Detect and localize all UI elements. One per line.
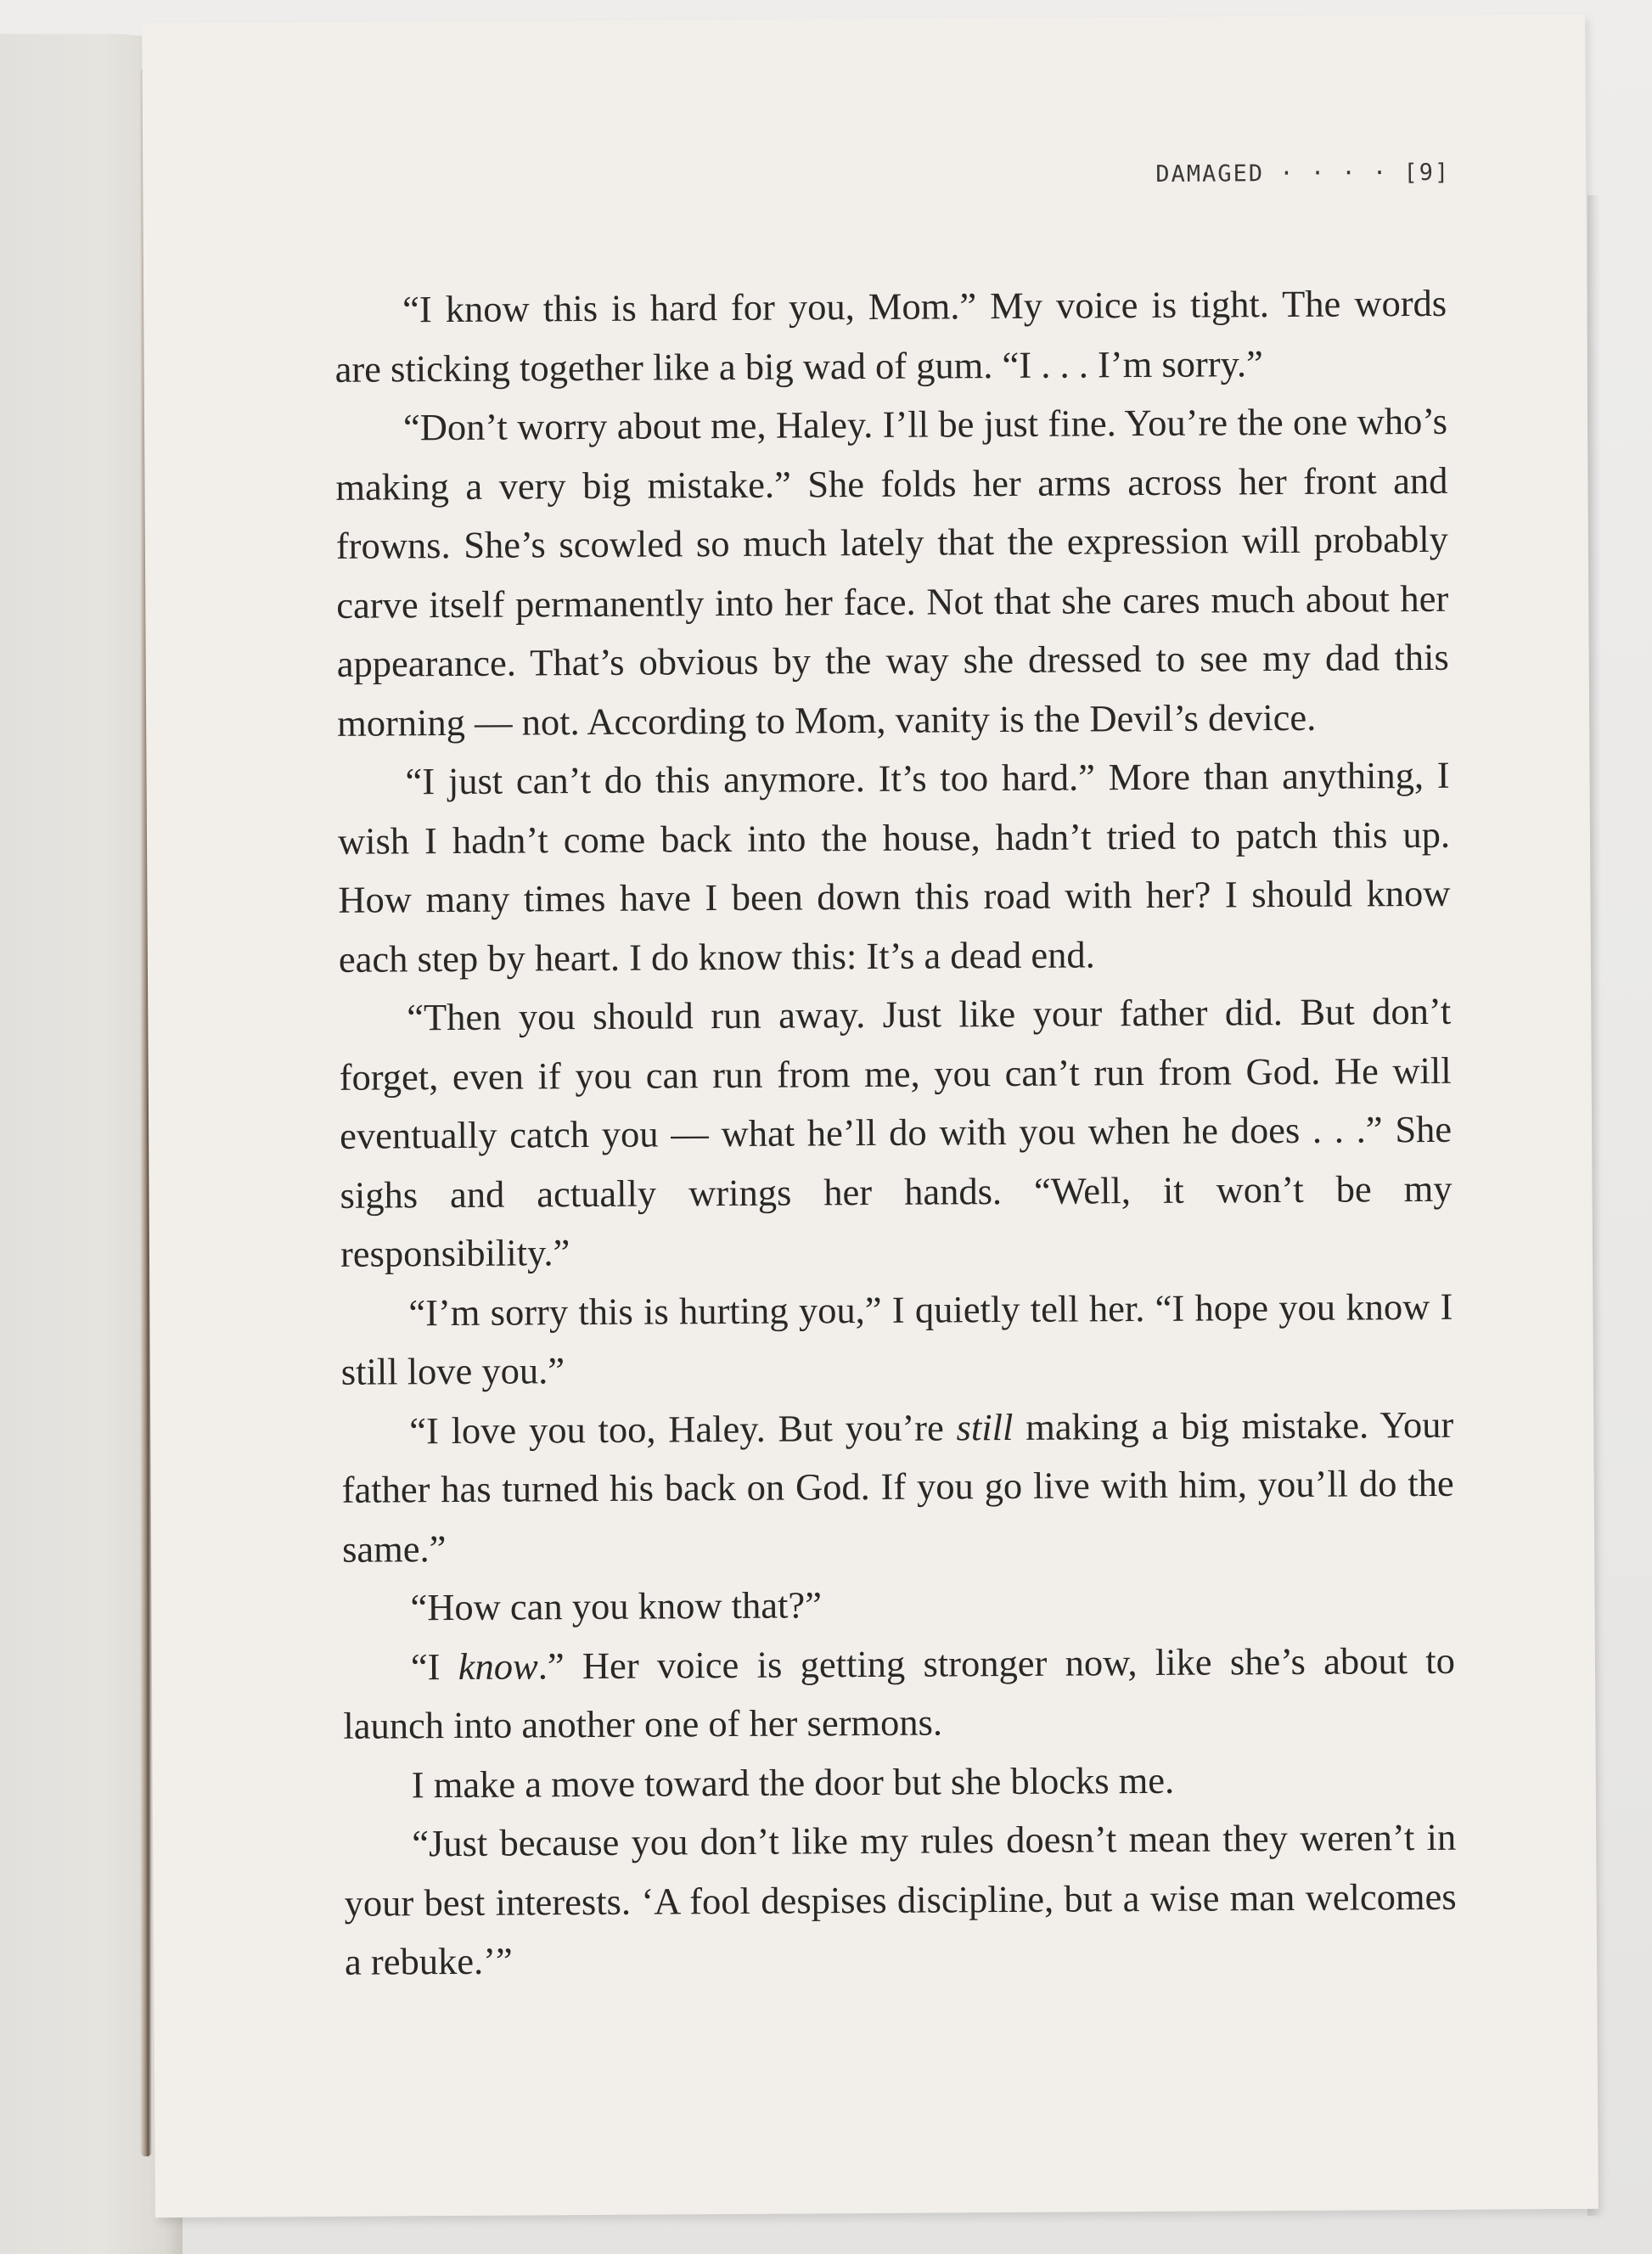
paragraph <box>341 1395 1454 1578</box>
paragraph <box>342 1572 1454 1639</box>
paragraph-text: making a big mistake. Your father has turned his back on God. If you go live with him, you’ll do the same.” <box>341 1402 1454 1571</box>
paragraph-text: “Don’t worry about me, Haley. I’ll be just fine. You’re the one who’s making a very big mistake.” She folds her arms across her front and frowns. She’s scowled so much lately that the expression will probably carve itself permanently into her face. Not that she cares much about her appearance. That’s obvious by the way she dressed to see my dad this morning — not. According to Mom, vanity is the Devil’s device. <box>335 399 1449 745</box>
paragraph-text: “Then you should run away. Just like your father did. But don’t forget, even if you can run from me, you can’t run from God. He will eventually catch you — what he’ll do with you when he does . . .” She sighs and actually wrings her hands. “Well, it won’t be my responsibility.” <box>339 989 1453 1275</box>
paragraph <box>335 392 1450 753</box>
paragraph <box>343 1631 1456 1756</box>
running-head <box>1155 160 1450 188</box>
italic-text: know <box>458 1644 538 1688</box>
book-page <box>142 14 1599 2217</box>
paragraph <box>340 1277 1453 1402</box>
paragraph-text: “I’m sorry this is hurting you,” I quietly tell her. “I hope you know I still love you.” <box>340 1284 1453 1393</box>
paragraph-text: “I <box>410 1644 458 1688</box>
paragraph-text: “I just can’t do this anymore. It’s too hard.” More than anything, I wish I hadn’t come back into the house, hadn’t tried to patch this up. How many times have I been down this road with her? I should know each step by heart. I do know this: It’s a dead end. <box>337 753 1451 981</box>
running-head-leader: · · · · <box>1279 160 1389 188</box>
paragraph <box>344 1749 1456 1815</box>
paragraph <box>344 1808 1457 1992</box>
paragraph-text: I make a move toward the door but she blocks me. <box>411 1758 1175 1806</box>
paragraph <box>337 746 1451 989</box>
italic-text: still <box>956 1405 1014 1448</box>
paragraph-text: .” Her voice is getting stronger now, like she’s about to launch into another one of her sermons. <box>343 1639 1456 1747</box>
paragraph-text: “I know this is hard for you, Mom.” My voice is tight. The words are sticking together like a big wad of gum. “I . . . I’m sorry.” <box>334 281 1447 391</box>
paragraph <box>339 982 1453 1284</box>
paragraph-text: “Just because you don’t like my rules doesn’t mean they weren’t in your best interests. ‘A fool despises discipline, but a wise man welcomes a rebuke.’” <box>344 1815 1457 1983</box>
page-body-text <box>334 274 1457 1992</box>
book-title: DAMAGED <box>1155 160 1265 188</box>
paragraph-text: “How can you know that?” <box>410 1583 823 1629</box>
paragraph-text: “I love you too, Haley. But you’re <box>409 1405 957 1452</box>
page-number: [9] <box>1403 159 1451 187</box>
paragraph <box>334 274 1447 399</box>
